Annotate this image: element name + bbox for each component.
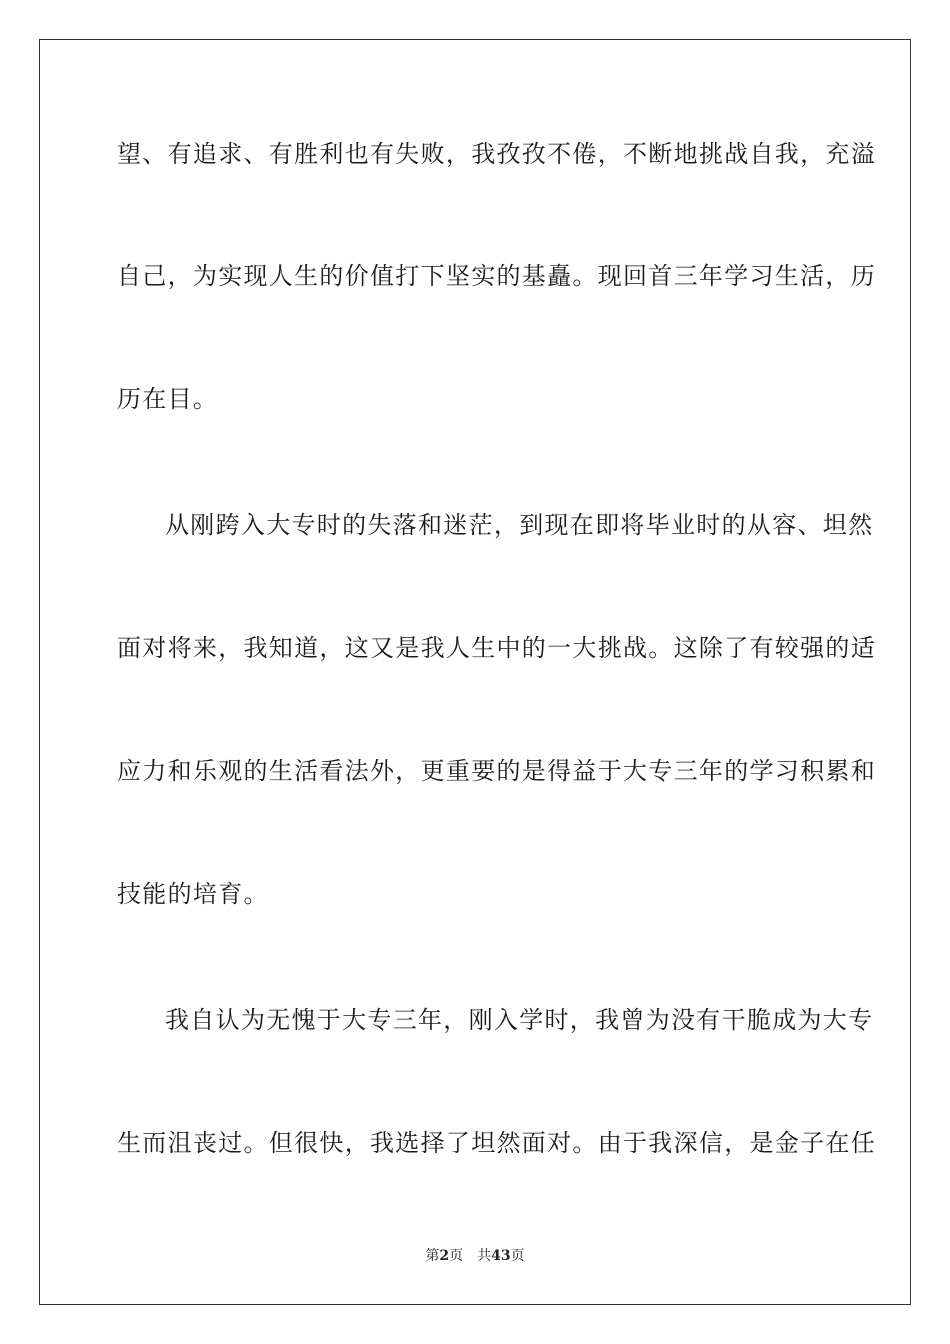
total-pages: 43 [491,1248,511,1264]
paragraph-2-line-4: 技能的培育。 [117,880,269,908]
paragraph-2-line-3: 应力和乐观的生活看法外，更重要的是得益于大专三年的学习积累和 [117,757,876,785]
page-number: 2 [439,1248,450,1264]
paragraph-1-line-1: 望、有追求、有胜利也有失败，我孜孜不倦，不断地挑战自我，充溢 [117,140,876,168]
page-footer [0,1247,950,1265]
paragraph-3-line-2: 生而沮丧过。但很快，我选择了坦然面对。由于我深信，是金子在任 [117,1129,876,1157]
paragraph-2-line-1: 从刚跨入大专时的失落和迷茫，到现在即将毕业时的从容、坦然 [165,511,874,539]
paragraph-3-line-1: 我自认为无愧于大专三年，刚入学时，我曾为没有干脆成为大专 [165,1006,874,1034]
page-prefix: 第 [425,1248,440,1264]
paragraph-2-line-2: 面对将来，我知道，这又是我人生中的一大挑战。这除了有较强的适 [117,634,876,662]
page-border [39,39,911,1305]
page-suffix: 页 [449,1248,464,1264]
total-suffix: 页 [510,1248,525,1264]
paragraph-1-line-3: 历在目。 [117,385,219,413]
total-prefix: 共 [477,1248,492,1264]
paragraph-1-line-2: 自己，为实现人生的价值打下坚实的基矗。现回首三年学习生活，历 [117,262,876,290]
